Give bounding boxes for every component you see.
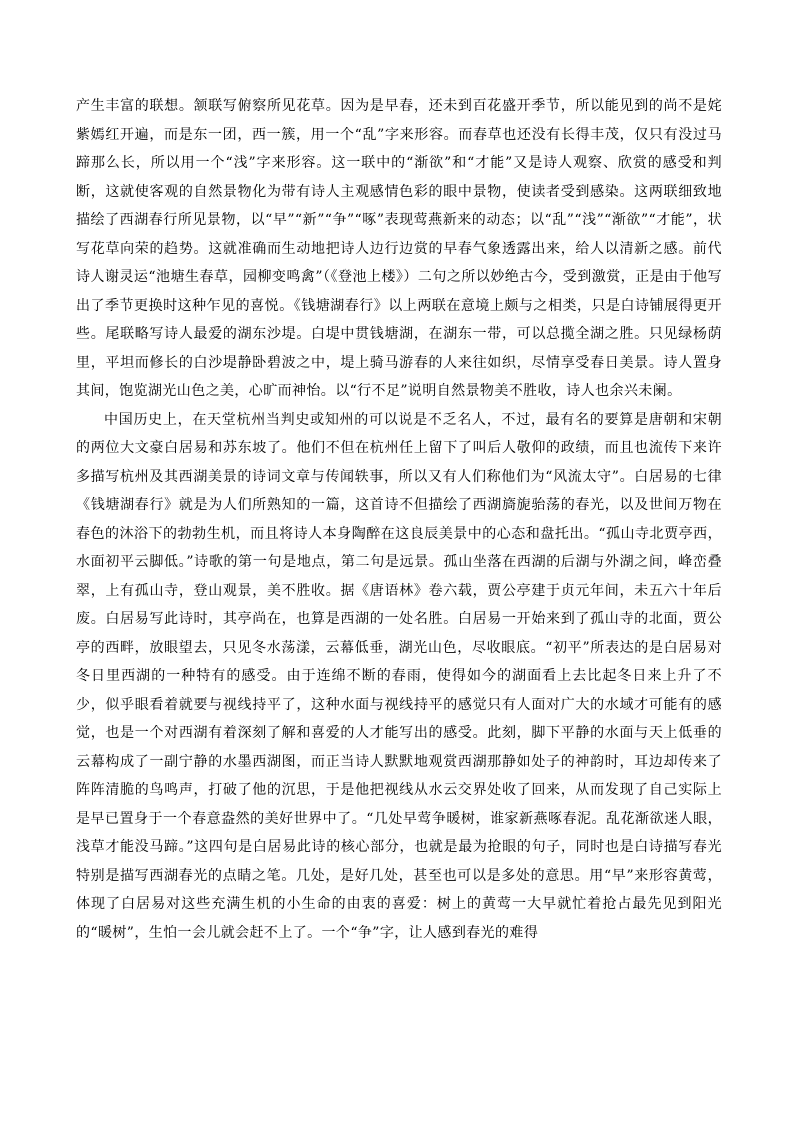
document-page [76, 92, 722, 947]
paragraph-2: 中国历史上，在天堂杭州当判史或知州的可以说是不乏名人，不过，最有名的要算是唐朝和宋朝的两位大文豪白居易和苏东坡了。他们不但在杭州任上留下了叫后人敬仰的政绩，而且也流传下来许多描写杭州及其西湖美景的诗词文章与传闻轶事，所以又有人们称他们为“风流太守”。白居易的七律《钱塘湖春行》就是为人们所熟知的一篇，这首诗不但描绘了西湖旖旎骀荡的春光，以及世间万物在春色的沐浴下的勃勃生机，而且将诗人本身陶醉在这良辰美景中的心态和盘托出。“孤山寺北贾亭西，水面初平云脚低。”诗歌的第一句是地点，第二句是远景。孤山坐落在西湖的后湖与外湖之间，峰峦叠翠，上有孤山寺，登山观景，美不胜收。据《唐语林》卷六载，贾公亭建于贞元年间，未五六十年后废。白居易写此诗时，其亭尚在，也算是西湖的一处名胜。白居易一开始来到了孤山寺的北面，贾公亭的西畔，放眼望去，只见冬水荡漾，云幕低垂，湖光山色，尽收眼底。“初平”所表达的是白居易对冬日里西湖的一种特有的感受。由于连绵不断的春雨，使得如今的湖面看上去比起冬日来上升了不少，似乎眼看着就要与视线持平了，这种水面与视线持平的感觉只有人面对广大的水域才可能有的感觉，也是一个对西湖有着深刻了解和喜爱的人才能写出的感受。此刻，脚下平静的水面与天上低垂的云幕构成了一副宁静的水墨西湖图，而正当诗人默默地观赏西湖那静如处子的神韵时，耳边却传来了阵阵清脆的鸟鸣声，打破了他的沉思，于是他把视线从水云交界处收了回来，从而发现了自己实际上是早已置身于一个春意盎然的美好世界中了。“几处早莺争暖树，谁家新燕啄春泥。乱花渐欲迷人眼，浅草才能没马蹄。”这四句是白居易此诗的核心部分，也就是最为抢眼的句子，同时也是白诗描写春光特别是描写西湖春光的点睛之笔。几处，是好几处，甚至也可以是多处的意思。用“早”来形容黄莺，体现了白居易对这些充满生机的小生命的由衷的喜爱：树上的黄莺一大早就忙着抢占最先见到阳光的“暖树”，生怕一会儿就会赶不上了。一个“争”字，让人感到春光的难得 [76, 411, 722, 941]
paragraph-1: 产生丰富的联想。颔联写俯察所见花草。因为是早春，还未到百花盛开季节，所以能见到的尚不是姹紫嫣红开遍，而是东一团，西一簇，用一个“乱”字来形容。而春草也还没有长得丰茂，仅只有没过马蹄那么长，所以用一个“浅”字来形容。这一联中的“渐欲”和“才能”又是诗人观察、欣赏的感受和判断，这就使客观的自然景物化为带有诗人主观感情色彩的眼中景物，使读者受到感染。这两联细致地描绘了西湖春行所见景物，以“早”“新”“争”“啄”表现莺燕新来的动态；以“乱”“浅”“渐欲”“才能”，状写花草向荣的趋势。这就准确而生动地把诗人边行边赏的早春气象透露出来，给人以清新之感。前代诗人谢灵运“池塘生春草，园柳变鸣禽”（《登池上楼》）二句之所以妙绝古今，受到激赏，正是由于他写出了季节更换时这种乍见的喜悦。《钱塘湖春行》以上两联在意境上颇与之相类，只是白诗铺展得更开些。尾联略写诗人最爱的湖东沙堤。白堤中贯钱塘湖，在湖东一带，可以总揽全湖之胜。只见绿杨荫里，平坦而修长的白沙堤静卧碧波之中，堤上骑马游春的人来往如织，尽情享受春日美景。诗人置身其间，饱览湖光山色之美，心旷而神怡。以“行不足”说明自然景物美不胜收，诗人也余兴未阑。 [76, 98, 722, 399]
